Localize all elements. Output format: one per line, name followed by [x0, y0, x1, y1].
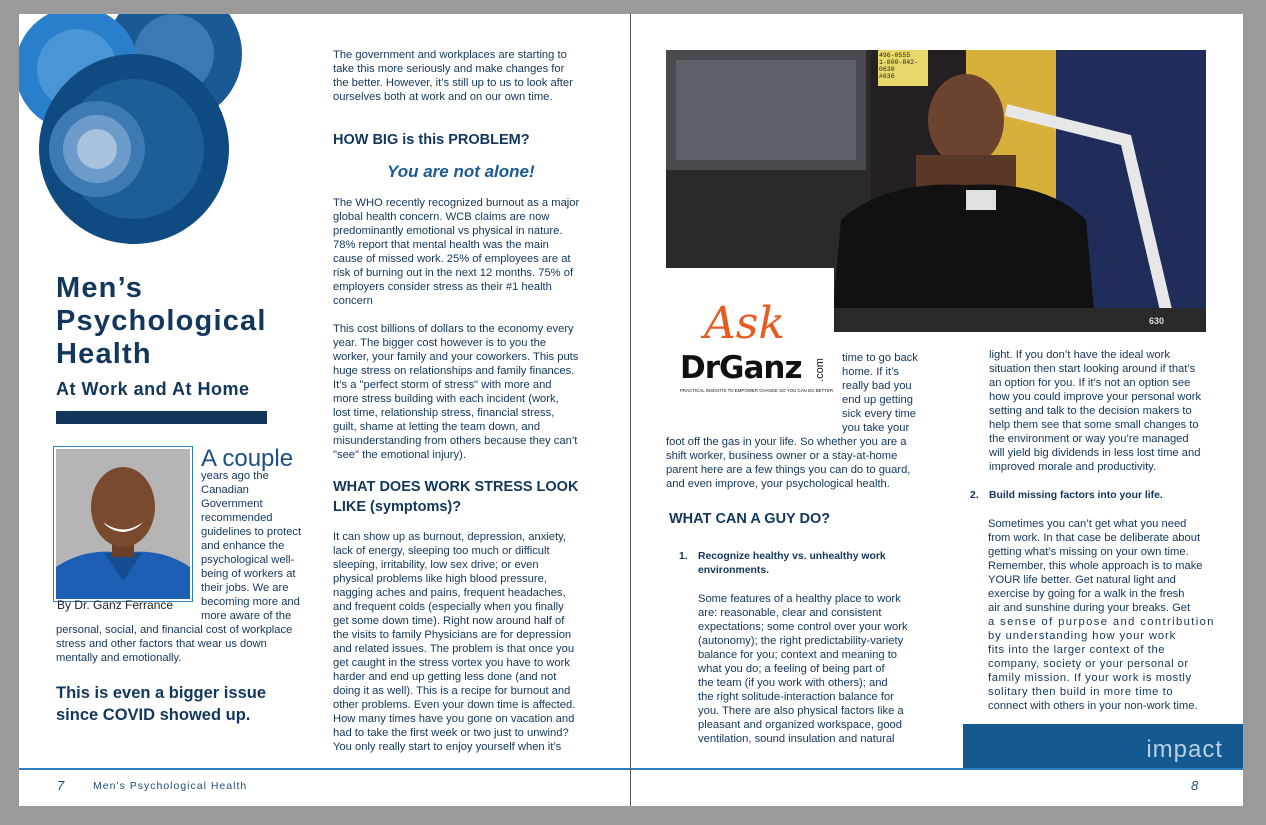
impact-label: impact: [1146, 736, 1223, 763]
body-line: employers consider stress as their #1 health: [333, 281, 552, 293]
body-line: You only really start to enjoy yourself when it’s: [333, 741, 562, 753]
sign-line: 1-800-842-0630: [879, 59, 919, 73]
body-line: How many times have you gone on vacation and: [333, 713, 575, 725]
body-line: "see" the emotional injury).: [333, 449, 466, 461]
body-line: help them see that some small changes to: [989, 419, 1199, 431]
title-bar: [56, 411, 267, 424]
body-line: how you could improve your personal work: [989, 391, 1202, 403]
body-line: It’s a "perfect storm of stress" with more and: [333, 379, 552, 391]
body-line: nagging aches and pains, frequent headaches,: [333, 587, 566, 599]
body-line: This cost billions of dollars to the economy every: [333, 323, 574, 335]
body-line: the better. However, it’s still up to us to look after: [333, 77, 573, 89]
body-line: and related issues. The problem is that once you: [333, 643, 575, 655]
footer-rule: [19, 768, 630, 770]
heading-symptoms: [333, 477, 578, 517]
body-line: parent here are a few things you can do to guard,: [666, 464, 911, 476]
item2-para: [988, 517, 1238, 713]
body-line: shift worker, business owner or a stay-at-home: [666, 450, 898, 462]
spine: [630, 14, 631, 806]
body-line: light. If you don’t have the ideal work: [989, 349, 1170, 361]
body-line: risk of burning out in the next 12 months. 75% of: [333, 267, 574, 279]
item1-heading-line: Recognize healthy vs. unhealthy work: [698, 551, 886, 562]
sign-line: 496-0555: [879, 52, 911, 59]
body-line: cause of missed work. 25% of employees are at: [333, 253, 571, 265]
intro-line: their jobs. We are: [201, 582, 289, 594]
body-line: you. There are also physical factors like a: [698, 705, 904, 717]
body-line: sleeping, irritability, low sex drive; or even: [333, 559, 539, 571]
heading-problem: HOW BIG is this PROBLEM?: [333, 132, 530, 148]
dropcap-lead: A couple: [201, 445, 294, 472]
body-line: (autonomy); the right predictability-variety: [698, 635, 904, 647]
intro-line: personal, social, and financial cost of workplace: [56, 624, 293, 636]
body-line: the team (if you work with others); and: [698, 677, 888, 689]
body-line: predominantly emotional vs physical in nature.: [333, 225, 563, 237]
body-line: are: reasonable, clear and consistent: [698, 607, 882, 619]
body-line: Some features of a healthy place to work: [698, 593, 901, 605]
body-line: worker, your family and your coworkers. This puts: [333, 351, 579, 363]
body-line: and frequent colds (especially when you finally: [333, 601, 564, 613]
intro-line: years ago the: [201, 470, 269, 482]
item1-heading-line: environments.: [698, 565, 770, 576]
item1-number: 1.: [679, 551, 688, 562]
body-line: other problems. Even your down time is affected.: [333, 699, 576, 711]
body-line: global health concern. WCB claims are now: [333, 211, 550, 223]
body-line: misunderstanding from others because they can’t: [333, 435, 578, 447]
photo-badge: 630: [1149, 316, 1165, 326]
body-line: a sense of purpose and contribution: [988, 616, 1215, 628]
title-line-3: Health: [56, 338, 152, 370]
body-line: ourselves both at work and on our own time.: [333, 91, 553, 103]
body-line: will yield big dividends in less lost time and: [989, 447, 1201, 459]
photo-sign: [879, 52, 925, 80]
body-line: what you do; a feeling of being part of: [698, 663, 885, 675]
body-line: get caught in the stress vortex you have to work: [333, 657, 570, 669]
footer-title: Men’s Psychological Health: [93, 780, 248, 792]
page-number: 7: [57, 778, 65, 793]
body-line: get some down time). Right now around half of: [333, 615, 565, 627]
body-line: harder and end up getting less done (and not: [333, 671, 557, 683]
body-line: Remember, this whole approach is to make: [988, 560, 1203, 572]
intro-line: more aware of the: [201, 610, 292, 622]
footer-rule: [631, 768, 1243, 770]
col1-wrapped: [842, 351, 942, 435]
body-line: pleasant and organized workspace, good: [698, 719, 903, 731]
logo-com: .com: [813, 358, 826, 382]
para-who: [333, 196, 613, 308]
body-line: 78% report that mental health was the main: [333, 239, 549, 251]
body-line: the visits to family Physicians are for depression: [333, 629, 572, 641]
body-line: foot off the gas in your life. So whether you are a: [666, 436, 907, 448]
col1-full: [666, 435, 946, 491]
article-title: [56, 272, 267, 371]
body-line: The WHO recently recognized burnout as a major: [333, 197, 580, 209]
intro-line: mentally and emotionally.: [56, 652, 182, 664]
body-line: ventilation, sound insulation and natural: [698, 733, 895, 745]
body-line: end up getting: [842, 394, 913, 406]
intro-full: [56, 623, 316, 665]
article-subtitle: At Work and At Home: [56, 379, 250, 399]
body-line: lost time, relationship stress, financial stress,: [333, 407, 555, 419]
intro-line: Government: [201, 498, 263, 510]
askdrganz-logo: [676, 298, 856, 398]
intro-line: and enhance the: [201, 540, 285, 552]
body-line: company, society or your personal or: [988, 658, 1189, 670]
item1-heading: [698, 550, 886, 578]
item2-heading: Build missing factors into your life.: [989, 490, 1163, 501]
left-page: [19, 14, 630, 806]
body-line: home. If it’s: [842, 366, 899, 378]
body-line: exercise by going for a walk in the fresh: [988, 588, 1185, 600]
para-symptoms: [333, 530, 618, 754]
col2-intro: [333, 48, 613, 104]
body-line: expectations; some control over your work: [698, 621, 908, 633]
body-line: improved morale and productivity.: [989, 461, 1157, 473]
item1-para: [698, 592, 948, 746]
sign-line: #630: [879, 73, 895, 80]
impact-band: [963, 724, 1243, 770]
intro-line: recommended: [201, 512, 273, 524]
body-line: The government and workplaces are starting to: [333, 49, 567, 61]
body-line: concern: [333, 295, 373, 307]
page-number: 8: [1191, 778, 1199, 793]
body-line: the environment or way you’re managed: [989, 433, 1189, 445]
body-line: and even improve, your psychological health.: [666, 478, 890, 490]
body-line: setting and talk to the decision makers to: [989, 405, 1192, 417]
title-line-2: Psychological: [56, 305, 267, 337]
intro-line: Canadian: [201, 484, 249, 496]
intro-wrapped: [201, 469, 321, 623]
intro-line: psychological well-: [201, 554, 295, 566]
col2-top: [989, 348, 1239, 474]
body-line: an option for you. If it’s not an option see: [989, 377, 1191, 389]
intro-line: stress and other factors that wear us down: [56, 638, 267, 650]
decorative-circles: [19, 14, 259, 264]
body-line: YOUR life better. Get natural light and: [988, 574, 1176, 586]
body-line: had to take the first week or two just to unwind?: [333, 727, 569, 739]
byline: By Dr. Ganz Ferrance: [57, 598, 174, 612]
body-line: Sometimes you can’t get what you need: [988, 518, 1187, 530]
body-line: doing it as well). This is a recipe for burnout and: [333, 685, 571, 697]
right-page: [631, 14, 1243, 806]
body-line: really bad you: [842, 380, 912, 392]
body-line: the right solitude-interaction balance for: [698, 691, 894, 703]
callout-line: since COVID showed up.: [56, 706, 251, 724]
body-line: fits into the larger context of the: [988, 644, 1166, 656]
logo-ask: Ask: [704, 298, 786, 349]
item2-number: 2.: [970, 490, 979, 501]
para-cost: [333, 322, 618, 462]
body-line: lack of energy, sleeping too much or difficult: [333, 545, 550, 557]
body-line: guilt, shame at letting the team down, and: [333, 421, 541, 433]
body-line: sick every time: [842, 408, 916, 420]
body-line: family mission. If your work is mostly: [988, 672, 1192, 684]
callout-line: This is even a bigger issue: [56, 684, 266, 702]
intro-line: becoming more and: [201, 596, 300, 608]
intro-line: guidelines to protect: [201, 526, 302, 538]
author-photo: [54, 447, 192, 601]
body-line: connect with others in your non-work time.: [988, 700, 1198, 712]
body-line: balance for you; context and meaning to: [698, 649, 898, 661]
body-line: air and sunshine during your breaks. Get: [988, 602, 1191, 614]
logo-drganz: DrGanz: [680, 350, 802, 386]
body-line: year. The bigger cost however is to you the: [333, 337, 547, 349]
callout: [56, 682, 266, 726]
body-line: time to go back: [842, 352, 918, 364]
body-line: you take your: [842, 422, 910, 434]
body-line: physical problems like high blood pressure,: [333, 573, 547, 585]
heading-symptoms-line: LIKE (symptoms)?: [333, 499, 462, 515]
body-line: huge stress on relationships and family finances.: [333, 365, 575, 377]
body-line: It can show up as burnout, depression, anxiety,: [333, 531, 567, 543]
body-line: more stress building with each incident (work,: [333, 393, 559, 405]
body-line: getting what’s missing on your own time.: [988, 546, 1189, 558]
heading-alone: You are not alone!: [387, 162, 535, 181]
body-line: situation then start looking around if that’s: [989, 363, 1196, 375]
heading-symptoms-line: WHAT DOES WORK STRESS LOOK: [333, 479, 579, 495]
title-line-1: Men’s: [56, 272, 144, 304]
body-line: from work. In that case be deliberate about: [988, 532, 1201, 544]
logo-tagline: PRACTICAL INSIGHTS TO EMPOWER CHANGE SO YOU CAN DO BETTER: [680, 388, 834, 393]
body-line: by understanding how your work: [988, 630, 1177, 642]
heading-guy: WHAT CAN A GUY DO?: [669, 511, 831, 527]
body-line: solitary then build in more time to: [988, 686, 1174, 698]
body-line: take this more seriously and make changes for: [333, 63, 565, 75]
intro-line: being of workers at: [201, 568, 296, 580]
